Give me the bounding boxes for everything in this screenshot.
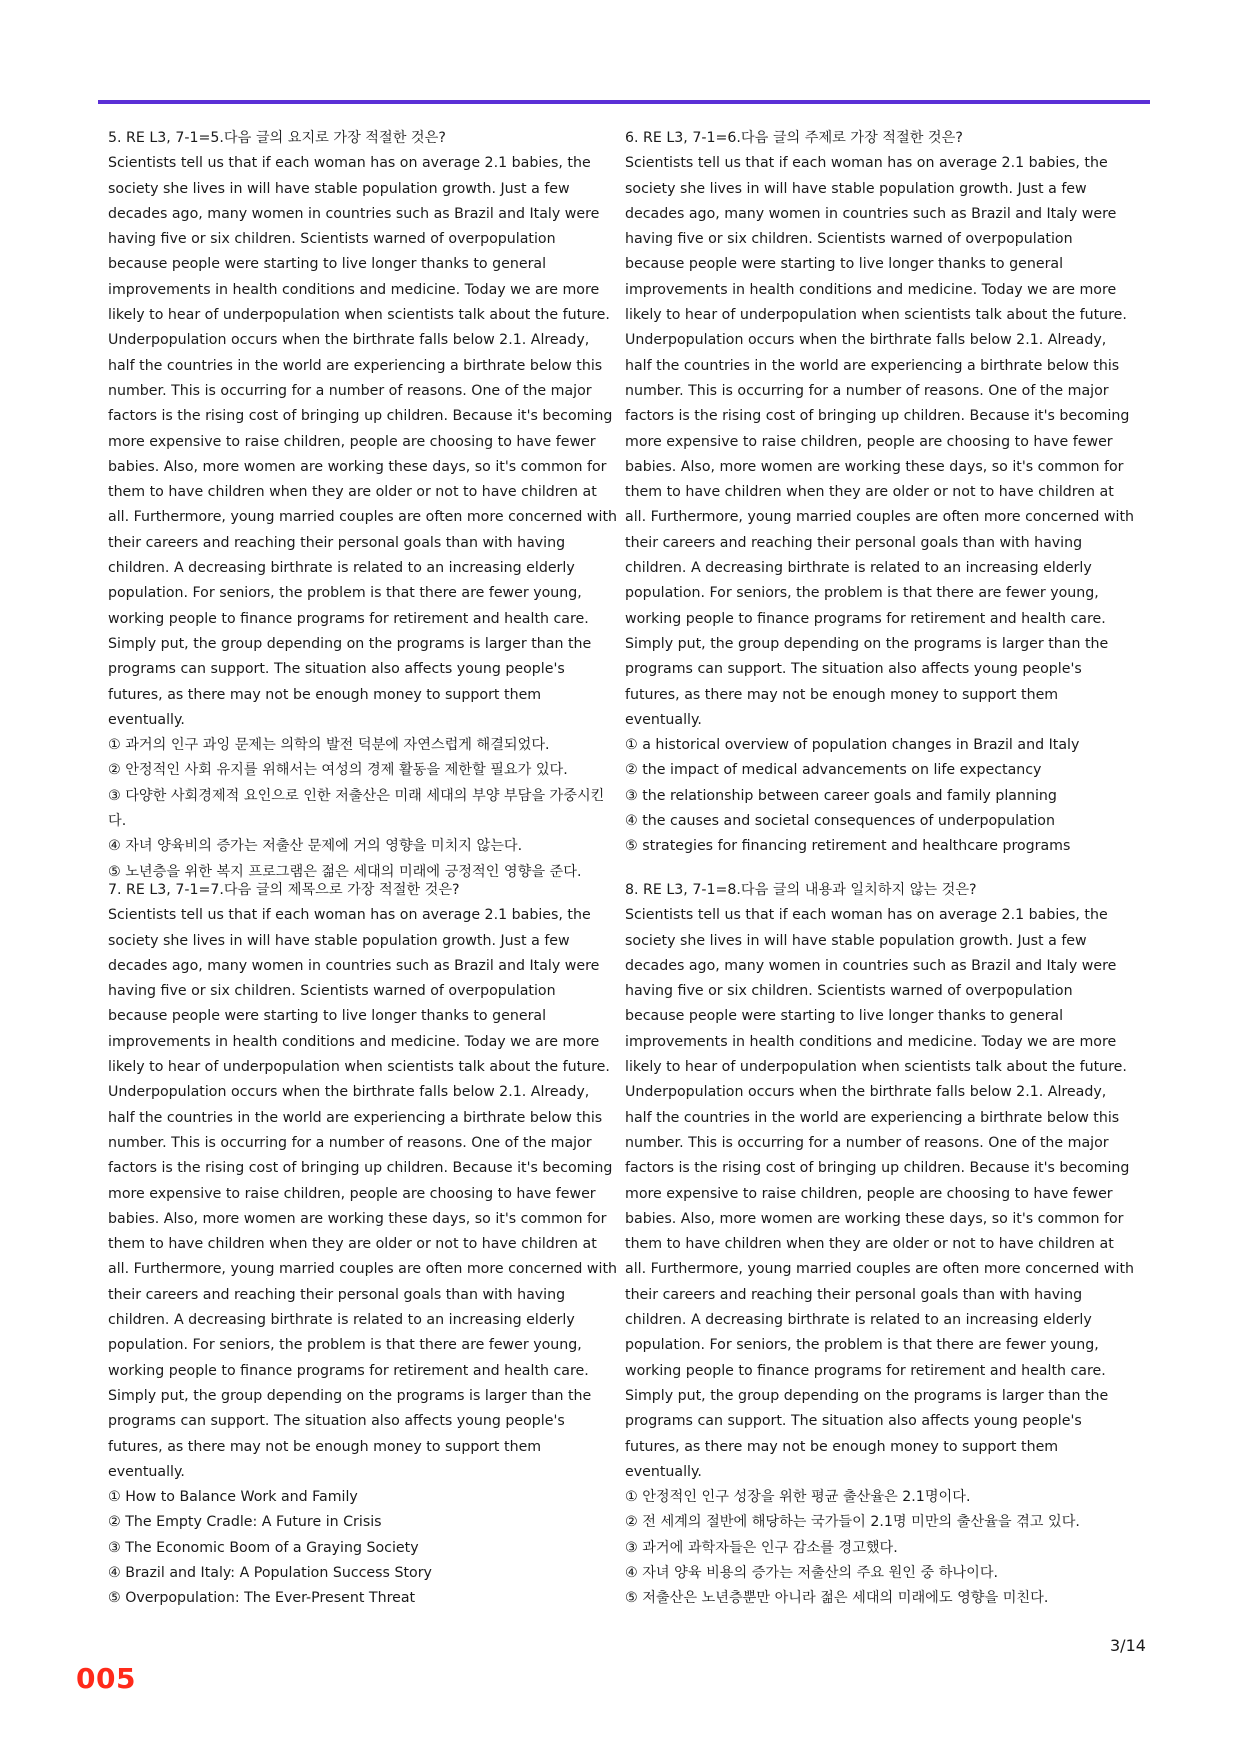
choice-4[interactable]: ④ 자녀 양육비의 증가는 저출산 문제에 거의 영향을 미치지 않는다. — [108, 838, 523, 855]
passage-text: Scientists tell us that if each woman has on average 2.1 babies, the society she lives in will have stable population growth. Just a few decades ago, many women in countries such as Brazil and Italy were having five or six children. Scientists warned of overpopulation because people were starting to live longer thanks to general improvements in health conditions and medicine. Today we are more likely to hear of underpopulation when scientists talk about the future. Underpopulation occurs when the birthrate falls below 2.1. Already, half the countries in the world are experiencing a birthrate below this number. This is occurring for a number of reasons. One of the major factors is the rising cost of bringing up children. Because it's becoming more expensive to raise children, people are choosing to have fewer babies. Also, more women are working these days, so it's common for them to have children when they are older or not to have children at all. Furthermore, young married couples are often more concerned with their careers and reaching their personal goals than with having children. A decreasing birthrate is related to an increasing elderly population. For seniors, the problem is that there are fewer young, working people to finance programs for retirement and health care. Simply put, the group depending on the programs is larger than the programs can support. The situation also affects young people's futures, as there may not be enough money to support them eventually. — [108, 907, 618, 1480]
choice-3[interactable]: ③ The Economic Boom of a Graying Society — [108, 1539, 419, 1556]
question-7 — [108, 878, 618, 1612]
page-code: 005 — [76, 1662, 136, 1695]
choice-2[interactable]: ② 안정적인 사회 유지를 위해서는 여성의 경제 활동을 제한할 필요가 있다. — [108, 762, 568, 779]
choice-3[interactable]: ③ the relationship between career goals and family planning — [625, 787, 1057, 804]
passage-text: Scientists tell us that if each woman has on average 2.1 babies, the society she lives in will have stable population growth. Just a few decades ago, many women in countries such as Brazil and Italy were having five or six children. Scientists warned of overpopulation because people were starting to live longer thanks to general improvements in health conditions and medicine. Today we are more likely to hear of underpopulation when scientists talk about the future. Underpopulation occurs when the birthrate falls below 2.1. Already, half the countries in the world are experiencing a birthrate below this number. This is occurring for a number of reasons. One of the major factors is the rising cost of bringing up children. Because it's becoming more expensive to raise children, people are choosing to have fewer babies. Also, more women are working these days, so it's common for them to have children when they are older or not to have children at all. Furthermore, young married couples are often more concerned with their careers and reaching their personal goals than with having children. A decreasing birthrate is related to an increasing elderly population. For seniors, the problem is that there are fewer young, working people to finance programs for retirement and health care. Simply put, the group depending on the programs is larger than the programs can support. The situation also affects young people's futures, as there may not be enough money to support them eventually. — [625, 155, 1135, 728]
choice-list — [108, 733, 618, 885]
question-title: 8. RE L3, 7-1=8.다음 글의 내용과 일치하지 않는 것은? — [625, 882, 977, 898]
choice-2[interactable]: ② the impact of medical advancements on life expectancy — [625, 762, 1042, 779]
choice-3[interactable]: ③ 과거에 과학자들은 인구 감소를 경고했다. — [625, 1539, 898, 1556]
choice-1[interactable]: ① 과거의 인구 과잉 문제는 의학의 발전 덕분에 자연스럽게 해결되었다. — [108, 737, 550, 754]
choice-list — [625, 733, 1135, 859]
choice-3[interactable]: ③ 다양한 사회경제적 요인으로 인한 저출산은 미래 세대의 부양 부담을 가중시킨다. — [108, 787, 605, 830]
choice-list — [625, 1485, 1135, 1611]
passage-text: Scientists tell us that if each woman has on average 2.1 babies, the society she lives in will have stable population growth. Just a few decades ago, many women in countries such as Brazil and Italy were having five or six children. Scientists warned of overpopulation because people were starting to live longer thanks to general improvements in health conditions and medicine. Today we are more likely to hear of underpopulation when scientists talk about the future. Underpopulation occurs when the birthrate falls below 2.1. Already, half the countries in the world are experiencing a birthrate below this number. This is occurring for a number of reasons. One of the major factors is the rising cost of bringing up children. Because it's becoming more expensive to raise children, people are choosing to have fewer babies. Also, more women are working these days, so it's common for them to have children when they are older or not to have children at all. Furthermore, young married couples are often more concerned with their careers and reaching their personal goals than with having children. A decreasing birthrate is related to an increasing elderly population. For seniors, the problem is that there are fewer young, working people to finance programs for retirement and health care. Simply put, the group depending on the programs is larger than the programs can support. The situation also affects young people's futures, as there may not be enough money to support them eventually. — [108, 155, 618, 728]
choice-list — [108, 1485, 618, 1611]
choice-4[interactable]: ④ 자녀 양육 비용의 증가는 저출산의 주요 원인 중 하나이다. — [625, 1565, 999, 1582]
passage-text: Scientists tell us that if each woman has on average 2.1 babies, the society she lives in will have stable population growth. Just a few decades ago, many women in countries such as Brazil and Italy were having five or six children. Scientists warned of overpopulation because people were starting to live longer thanks to general improvements in health conditions and medicine. Today we are more likely to hear of underpopulation when scientists talk about the future. Underpopulation occurs when the birthrate falls below 2.1. Already, half the countries in the world are experiencing a birthrate below this number. This is occurring for a number of reasons. One of the major factors is the rising cost of bringing up children. Because it's becoming more expensive to raise children, people are choosing to have fewer babies. Also, more women are working these days, so it's common for them to have children when they are older or not to have children at all. Furthermore, young married couples are often more concerned with their careers and reaching their personal goals than with having children. A decreasing birthrate is related to an increasing elderly population. For seniors, the problem is that there are fewer young, working people to finance programs for retirement and health care. Simply put, the group depending on the programs is larger than the programs can support. The situation also affects young people's futures, as there may not be enough money to support them eventually. — [625, 907, 1135, 1480]
question-5 — [108, 126, 618, 885]
question-title: 6. RE L3, 7-1=6.다음 글의 주제로 가장 적절한 것은? — [625, 130, 963, 146]
choice-1[interactable]: ① a historical overview of population changes in Brazil and Italy — [625, 737, 1080, 754]
choice-4[interactable]: ④ the causes and societal consequences of underpopulation — [625, 813, 1055, 830]
header-rule — [98, 100, 1150, 104]
choice-5[interactable]: ⑤ strategies for financing retirement and healthcare programs — [625, 838, 1071, 855]
choice-4[interactable]: ④ Brazil and Italy: A Population Success Story — [108, 1565, 432, 1582]
question-6 — [625, 126, 1135, 860]
choice-2[interactable]: ② The Empty Cradle: A Future in Crisis — [108, 1514, 382, 1531]
choice-5[interactable]: ⑤ 노년층을 위한 복지 프로그램은 젊은 세대의 미래에 긍정적인 영향을 준다. — [108, 863, 582, 880]
question-title: 7. RE L3, 7-1=7.다음 글의 제목으로 가장 적절한 것은? — [108, 882, 460, 898]
choice-5[interactable]: ⑤ 저출산은 노년층뿐만 아니라 젊은 세대의 미래에도 영향을 미친다. — [625, 1590, 1049, 1607]
question-8 — [625, 878, 1135, 1612]
choice-5[interactable]: ⑤ Overpopulation: The Ever-Present Threat — [108, 1590, 416, 1607]
choice-1[interactable]: ① 안정적인 인구 성장을 위한 평균 출산율은 2.1명이다. — [625, 1489, 971, 1506]
choice-1[interactable]: ① How to Balance Work and Family — [108, 1489, 358, 1506]
choice-2[interactable]: ② 전 세계의 절반에 해당하는 국가들이 2.1명 미만의 출산율을 겪고 있다. — [625, 1514, 1080, 1531]
page-number: 3/14 — [1110, 1636, 1146, 1655]
question-title: 5. RE L3, 7-1=5.다음 글의 요지로 가장 적절한 것은? — [108, 130, 446, 146]
